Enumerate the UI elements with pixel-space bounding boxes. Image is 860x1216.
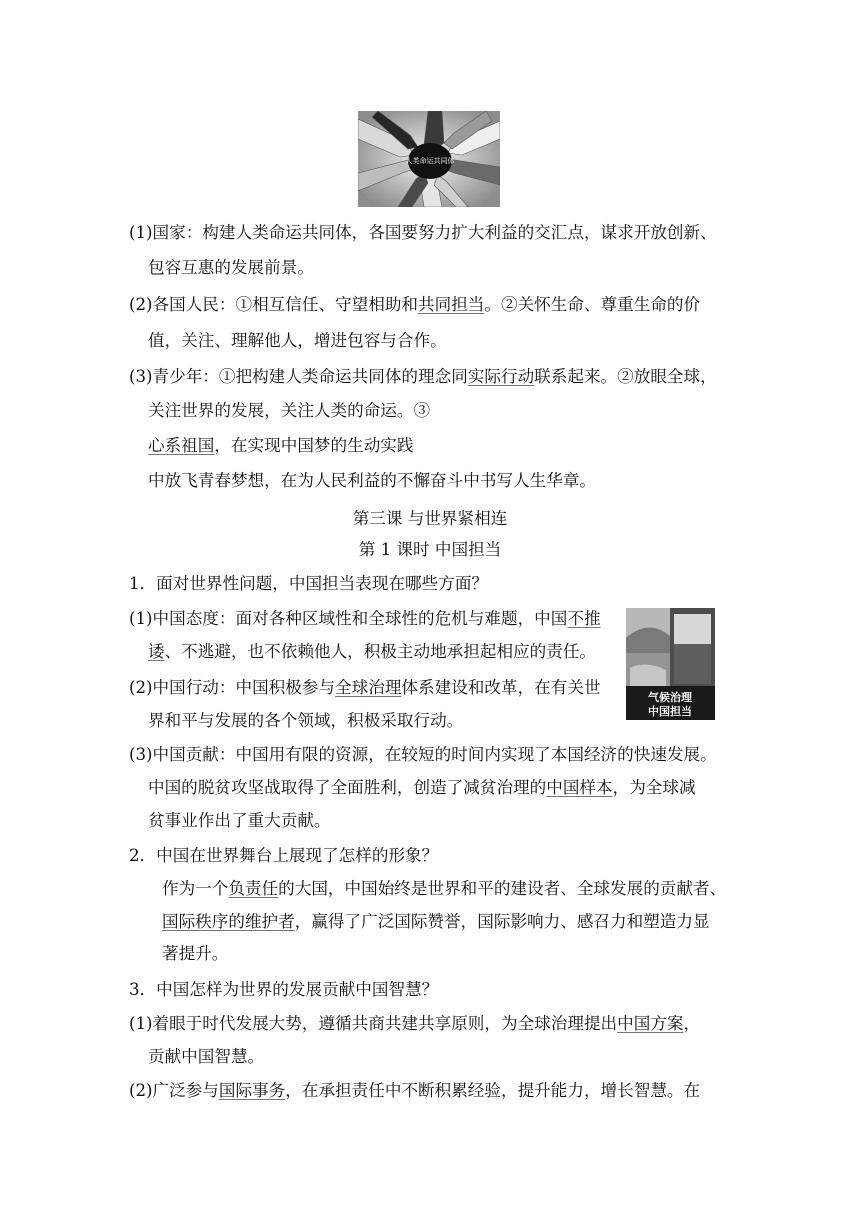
q1-a3-line2: 中国的脱贫攻坚战取得了全面胜利，创造了减贫治理的中国样本，为全球减 <box>148 778 696 797</box>
underlined-keyword: 中国方案 <box>617 1014 684 1033</box>
climate-caption-1: 气候治理 <box>648 691 692 704</box>
s1-p1-line1: (1)国家：构建人类命运共同体，各国要努力扩大利益的交汇点，谋求开放创新、 <box>129 223 717 242</box>
lesson-title: 第三课 与世界紧相连 <box>352 509 508 528</box>
s1-p3-line1: (3)青少年：①把构建人类命运共同体的理念同实际行动联系起来。②放眼全球， <box>129 367 717 386</box>
q3-a1-line2: 贡献中国智慧。 <box>148 1047 265 1066</box>
underlined-keyword: 全球治理 <box>335 678 402 697</box>
q2-line1: 作为一个负责任的大国，中国始终是世界和平的建设者、全球发展的贡献者、 <box>162 879 727 898</box>
s1-p3-line3: 心系祖国，在实现中国梦的生动实践 <box>148 436 414 455</box>
s1-p2-line2: 值，关注、理解他人，增进包容与合作。 <box>148 331 447 350</box>
q3-a2-line1: (2)广泛参与国际事务，在承担责任中不断积累经验，提升能力，增长智慧。在 <box>129 1081 701 1100</box>
s1-p3-line2: 关注世界的发展，关注人类的命运。③ <box>148 401 431 420</box>
q2-line2: 国际秩序的维护者，赢得了广泛国际赞誉，国际影响力、感召力和塑造力显 <box>162 912 710 931</box>
q1-a1-line2: 诿、不逃避，也不依赖他人，积极主动地承担起相应的责任。 <box>148 642 597 661</box>
climate-caption-2: 中国担当 <box>648 705 692 718</box>
hands-circle-image <box>358 111 500 207</box>
underlined-keyword: 不推 <box>567 609 601 628</box>
underlined-keyword: 国际秩序的维护者 <box>162 912 295 931</box>
s1-p3-line4: 中放飞青春梦想，在为人民利益的不懈奋斗中书写人生华章。 <box>148 471 597 490</box>
s1-p1-line2: 包容互惠的发展前景。 <box>148 258 314 277</box>
lesson-subtitle: 第 1 课时 中国担当 <box>358 540 502 559</box>
climate-governance-image <box>626 608 715 720</box>
s1-p2-line1: (2)各国人民：①相互信任、守望相助和共同担当。②关怀生命、尊重生命的价 <box>129 295 701 314</box>
q3-title: 3．中国怎样为世界的发展贡献中国智慧？ <box>129 980 439 999</box>
underlined-keyword: 心系祖国 <box>148 436 215 455</box>
q3-a1-line1: (1)着眼于时代发展大势，遵循共商共建共享原则，为全球治理提出中国方案， <box>129 1014 701 1033</box>
underlined-keyword: 负责任 <box>228 879 279 898</box>
underlined-keyword: 实际行动 <box>467 367 535 386</box>
underlined-keyword: 共同担当 <box>418 295 485 314</box>
underlined-keyword: 诿 <box>148 642 165 661</box>
q1-a3-line1: (3)中国贡献：中国用有限的资源，在较短的时间内实现了本国经济的快速发展。 <box>129 745 717 764</box>
q2-line3: 著提升。 <box>162 944 229 963</box>
q1-a2-line1: (2)中国行动：中国积极参与全球治理体系建设和改革，在有关世 <box>129 678 601 697</box>
underlined-keyword: 国际事务 <box>218 1081 286 1100</box>
underlined-keyword: 中国样本 <box>546 778 613 797</box>
q1-a1-line1: (1)中国态度：面对各种区域性和全球性的危机与难题，中国不推 <box>129 609 601 628</box>
q1-a3-line3: 贫事业作出了重大贡献。 <box>148 811 331 830</box>
q1-title: 1．面对世界性问题，中国担当表现在哪些方面？ <box>129 574 489 593</box>
hands-caption: 人类命运共同体 <box>405 157 455 165</box>
q2-title: 2．中国在世界舞台上展现了怎样的形象？ <box>129 846 439 865</box>
q1-a2-line2: 界和平与发展的各个领域，积极采取行动。 <box>148 711 464 730</box>
